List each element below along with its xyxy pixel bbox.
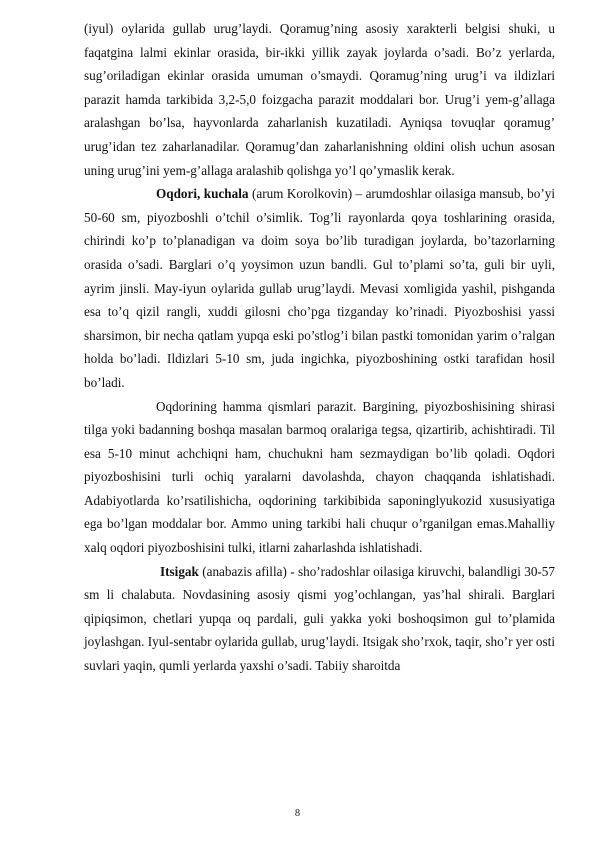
paragraph-itsigak — [84, 560, 555, 678]
page-number: 8 — [294, 808, 301, 819]
paragraph-itsigak-text: (anabazis afilla) - sho’radoshlar oilasiga kiruvchi, balandligi 30-57 sm li chalabuta. Novdasining asosiy qismi yog’ochlangan, yas’hal shirali. Barglari qipiqsimon, chetlari yupqa oq pardali, guli yakka yoki boshoqsimon gul to’plamida joylashgan. Iyul-sentabr oylarida gullab, urug’laydi. Itsigak sho’rxok, taqir, sho’r yer osti suvlari yaqin, qumli yerlarda yaxshi o’sadi. Tabiiy sharoitda — [84, 563, 555, 674]
paragraph-oqdori — [84, 182, 555, 394]
term-oqdori: Oqdori, kuchala — [156, 186, 249, 202]
paragraph-qoramug: (iyul) oylarida gullab urug’laydi. Qoramug’ning asosiy xarakterli belgisi shuki, u faqatgina lalmi ekinlar orasida, bir-ikki yillik zayak joylarda o’sadi. Bo’z yerlarda, sug’oriladigan ekinlar orasida umuman o’smaydi. Qoramug’ning urug’i va ildizlari parazit hamda tarkibida 3,2-5,0 foizgacha parazit moddalari bor. Urug’i yem-g’allaga aralashgan bo’lsa, hayvonlarda zaharlanish kuzatiladi. Ayniqsa tovuqlar qoramug’ urug’idan tez zaharlanadilar. Qoramug’dan zaharlanishning oldini olish uchun asosan uning urug’ini yem-g’allaga aralashib qolishga yo’l qo’ymaslik kerak. — [84, 21, 555, 178]
paragraph-oqdori-properties: Oqdorining hamma qismlari parazit. Bargining, piyozboshisining shirasi tilga yoki badanning boshqa masalan barmoq oralariga tegsa, qizartirib, achishtiradi. Til esa 5-10 minut achchiqni ham, chuchukni ham sezmaydigan bo’lib qoladi. Oqdori piyozboshisini turli ochiq yaralarni davolashda, chayon chaqqanda ishlatishadi. Adabiyotlarda ko’rsatilishicha, oqdorining tarkibibida saponinglyukozid xususiyatiga ega bo’lgan moddalar bor. Ammo uning tarkibi hali chuqur o’rganilgan emas.Mahalliy xalq oqdori piyozboshisini tulki, itlarni zaharlashda ishlatishadi. — [84, 398, 555, 556]
body-text — [84, 17, 555, 678]
term-itsigak: Itsigak — [160, 563, 199, 579]
paragraph-oqdori-text: (arum Korolkovin) – arumdoshlar oilasiga mansub, bo’yi 50-60 sm, piyozboshli o’tchil o’simlik. Tog’li rayonlarda qoya toshlarining orasida, chirindi ko’p to’planadigan va doim soya bo’lib turadigan joylarda, bo’tazorlarning orasida o’sadi. Barglari o’q yoysimon uzun bandli. Gul to’plami so’ta, guli bir uyli, ayrim jinsli. May-iyun oylarida gullab urug’laydi. Mevasi xomligida yashil, pishganda esa to’q qizil rangli, xuddi gilosni cho’pga tizganday ko’rinadi. Piyozboshisi yassi sharsimon, bir necha qatlam yupqa eski po’stlog’i bilan pastki tomonidan yarim o’ralgan holda bo’ladi. Ildizlari 5-10 sm, juda ingichka, piyozboshining ostki tarafidan hosil bo’ladi. — [84, 186, 556, 390]
